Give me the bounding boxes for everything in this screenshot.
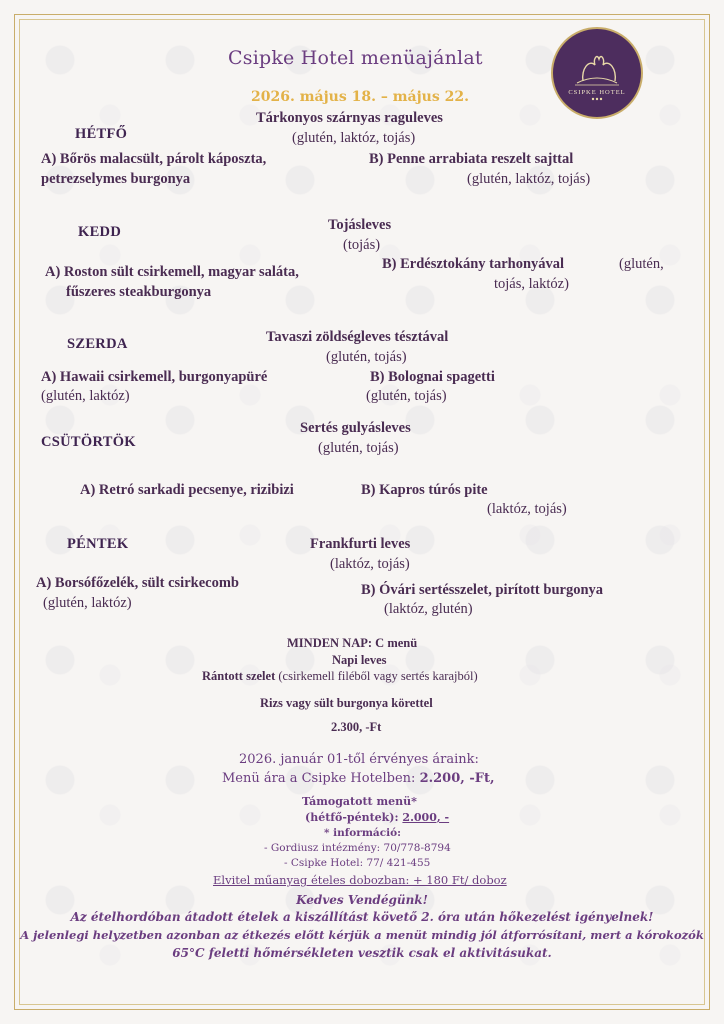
- thursday-soup-allergens: (glutén, tojás): [318, 440, 399, 456]
- thursday-dish-b-allergens: (laktóz, tojás): [487, 501, 567, 517]
- info-label: * információ:: [324, 827, 401, 839]
- tuesday-dish-b-allergens-1: (glutén,: [619, 256, 664, 272]
- swan-logo-icon: [553, 29, 641, 117]
- daily-soup: Napi leves: [332, 653, 387, 667]
- day-wednesday: SZERDA: [67, 336, 128, 352]
- day-tuesday: KEDD: [78, 224, 122, 240]
- hotel-price-value: 2.200, -Ft,: [419, 771, 495, 786]
- tuesday-dish-a-line1: A) Roston sült csirkemell, magyar saláta,: [45, 264, 299, 280]
- monday-dish-a-line1: A) Bőrös malacsült, párolt káposzta,: [41, 151, 267, 167]
- tuesday-dish-b: B) Erdésztokány tarhonyával: [382, 256, 565, 272]
- friday-dish-b: B) Óvári sertésszelet, pirított burgonya: [361, 582, 604, 598]
- contact-gordiusz: - Gordiusz intézmény: 70/778-8794: [264, 842, 451, 854]
- thursday-dish-b: B) Kapros túrós pite: [361, 482, 488, 498]
- friday-soup-allergens: (laktóz, tojás): [330, 556, 410, 572]
- daily-schnitzel-row: [202, 669, 478, 684]
- wednesday-dish-a-allergens: (glutén, laktóz): [41, 388, 130, 404]
- supported-menu: Támogatott menü*: [302, 795, 417, 808]
- daily-price: 2.300, -Ft: [331, 720, 382, 734]
- friday-dish-a-allergens: (glutén, laktóz): [43, 595, 132, 611]
- notice-greeting: Kedves Vendégünk!: [296, 893, 428, 907]
- tuesday-soup-allergens: (tojás): [343, 237, 381, 253]
- logo-text: CSIPKE HOTEL: [568, 89, 626, 96]
- supported-price: 2.000, -: [402, 811, 450, 824]
- day-monday: HÉTFŐ: [75, 126, 128, 142]
- contact-csipke: - Csipke Hotel: 77/ 421-455: [284, 857, 431, 869]
- hotel-price-row: [222, 771, 494, 786]
- tuesday-soup: Tojásleves: [328, 217, 392, 233]
- day-thursday: CSÜTÖRTÖK: [41, 434, 136, 450]
- friday-soup: Frankfurti leves: [310, 536, 411, 552]
- takeaway-fee: Elvitel műanyag ételes dobozban: + 180 Ft/ doboz: [213, 873, 507, 887]
- date-range: 2026. május 18. – május 22.: [251, 89, 469, 105]
- monday-dish-b-allergens: (glutén, laktóz, tojás): [467, 171, 591, 187]
- monday-soup: Tárkonyos szárnyas raguleves: [256, 110, 443, 126]
- friday-dish-a: A) Borsófőzelék, sült csirkecomb: [36, 575, 239, 591]
- tuesday-dish-a-line2: fűszeres steakburgonya: [66, 284, 212, 300]
- hotel-price-label: Menü ára a Csipke Hotelben:: [222, 771, 416, 786]
- daily-schnitzel-note: (csirkemell filéből vagy sertés karajból): [278, 669, 478, 683]
- wednesday-dish-b: B) Bolognai spagetti: [370, 369, 495, 385]
- tuesday-dish-b-allergens-2: tojás, laktóz): [494, 276, 569, 292]
- wednesday-soup: Tavaszi zöldségleves tésztával: [266, 329, 449, 345]
- wednesday-dish-b-allergens: (glutén, tojás): [366, 388, 447, 404]
- daily-schnitzel: Rántott szelet: [202, 669, 276, 683]
- wednesday-dish-a: A) Hawaii csirkemell, burgonyapüré: [41, 369, 268, 385]
- notice-line3: 65°C feletti hőmérsékleten vesztik csak el aktivitásukat.: [172, 946, 552, 960]
- thursday-soup: Sertés gulyásleves: [300, 420, 411, 436]
- monday-dish-b: B) Penne arrabiata reszelt sajttal: [369, 151, 574, 167]
- thursday-dish-a: A) Retró sarkadi pecsenye, rizibizi: [80, 482, 294, 498]
- wednesday-soup-allergens: (glutén, tojás): [326, 349, 407, 365]
- prices-valid-from: 2026. január 01-től érvényes áraink:: [239, 752, 479, 767]
- friday-dish-b-allergens: (laktóz, glutén): [384, 601, 473, 617]
- supported-days: (hétfő-péntek):: [305, 811, 399, 824]
- daily-side: Rizs vagy sült burgonya körettel: [260, 696, 433, 710]
- monday-dish-a-line2: petrezselymes burgonya: [41, 171, 191, 187]
- notice-line1: Az ételhordóban átadott ételek a kiszállítást követő 2. óra után hőkezelést igényelnek!: [70, 910, 654, 924]
- daily-menu-heading: MINDEN NAP: C menü: [287, 636, 418, 650]
- monday-soup-allergens: (glutén, laktóz, tojás): [292, 130, 416, 146]
- day-friday: PÉNTEK: [67, 536, 129, 552]
- hotel-logo: [551, 27, 643, 119]
- page-title: Csipke Hotel menüajánlat: [228, 47, 483, 69]
- notice-line2: A jelenlegi helyzetben azonban az étkezés előtt kérjük a menüt mindig jól átforrósítani, mert a kórokozók: [20, 928, 704, 942]
- supported-price-row: [305, 811, 449, 824]
